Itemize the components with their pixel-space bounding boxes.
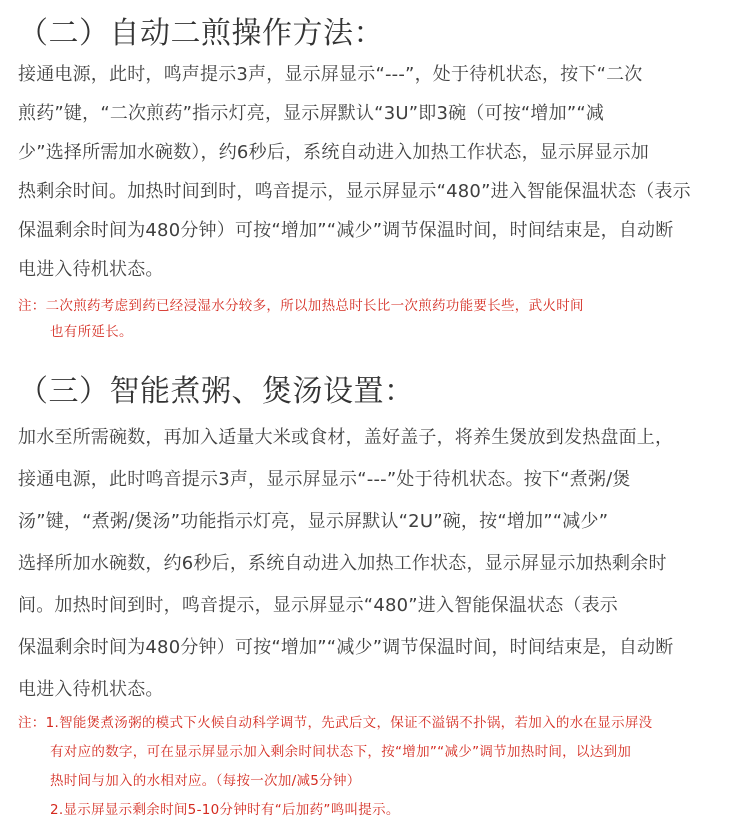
paragraph-line: 间。加热时间到时，鸣音提示，显示屏显示“480”进入智能保温状态（表示 (18, 595, 619, 616)
note-line: 注：二次煎药考虑到药已经浸湿水分较多，所以加热总时长比一次煎药功能要长些，武火时间 (18, 298, 584, 314)
paragraph-line: 汤”键，“煮粥/煲汤”功能指示灯亮，显示屏默认“2U”碗，按“增加”“减少” (18, 511, 609, 532)
paragraph-line: 保温剩余时间为480分钟）可按“增加”“减少”调节保温时间，时间结束是，自动断 (18, 637, 674, 658)
paragraph-line: 加水至所需碗数，再加入适量大米或食材，盖好盖子，将养生煲放到发热盘面上， (18, 427, 674, 448)
paragraph-line: 接通电源，此时，鸣声提示3声，显示屏显示“---”，处于待机状态，按下“二次 (18, 64, 643, 85)
paragraph-line: 保温剩余时间为480分钟）可按“增加”“减少”调节保温时间，时间结束是，自动断 (18, 220, 674, 241)
note-line: 热时间与加入的水相对应。（每按一次加/减5分钟） (50, 773, 361, 789)
paragraph-line: 电进入待机状态。 (18, 679, 164, 700)
section-heading: （三）智能煮粥、煲汤设置： (18, 374, 415, 409)
paragraph-line: 接通电源，此时鸣音提示3声，显示屏显示“---”处于待机状态。按下“煮粥/煲 (18, 469, 631, 490)
note-line: 有对应的数字，可在显示屏显示加入剩余时间状态下，按“增加”“减少”调节加热时间，以达到加 (50, 744, 632, 760)
section-heading: （二）自动二煎操作方法： (18, 16, 384, 51)
paragraph-line: 选择所加水碗数，约6秒后，系统自动进入加热工作状态，显示屏显示加热剩余时 (18, 553, 667, 574)
note-line: 2.显示屏显示剩余时间5-10分钟时有“后加药”鸣叫提示。 (50, 802, 400, 818)
paragraph-line: 少”选择所需加水碗数），约6秒后，系统自动进入加热工作状态，显示屏显示加 (18, 142, 649, 163)
paragraph-line: 电进入待机状态。 (18, 259, 164, 280)
note-line: 注：1.智能煲煮汤粥的模式下火候自动科学调节，先武后文，保证不溢锅不扑锅，若加入的水在显示屏没 (18, 715, 653, 731)
paragraph-line: 煎药”键，“二次煎药”指示灯亮，显示屏默认“3U”即3碗（可按“增加”“减 (18, 103, 605, 124)
paragraph-line: 热剩余时间。加热时间到时，鸣音提示，显示屏显示“480”进入智能保温状态（表示 (18, 181, 691, 202)
note-line: 也有所延长。 (50, 324, 133, 340)
